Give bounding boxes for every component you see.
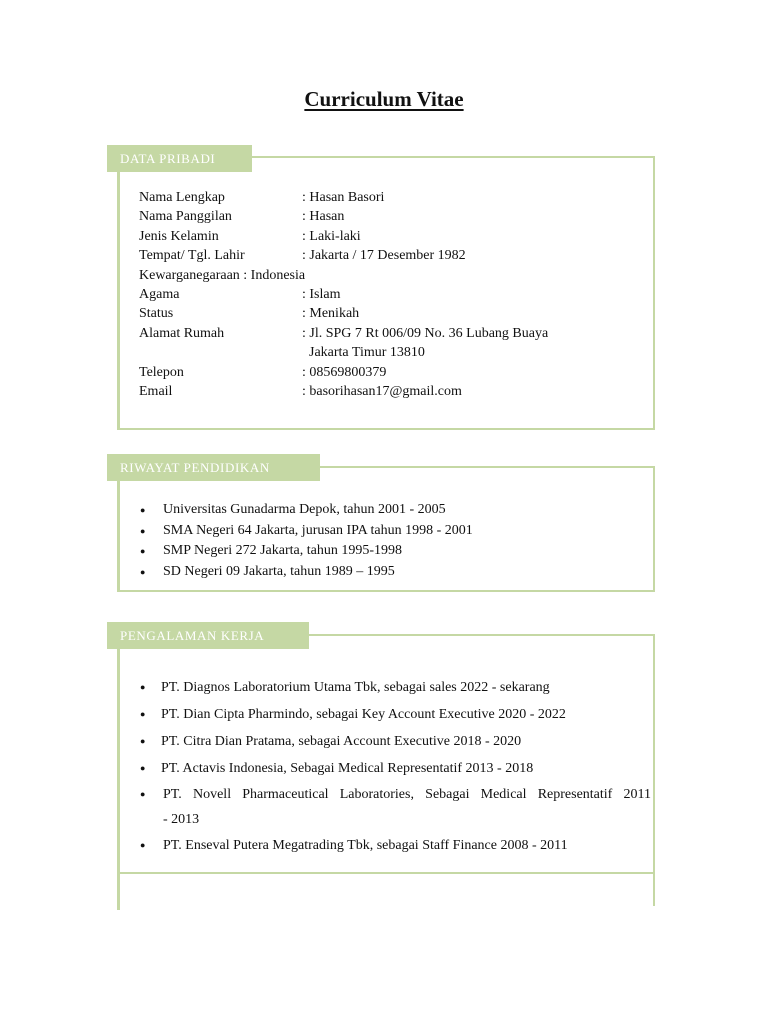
bullet-icon: ● <box>140 840 146 850</box>
list-item: ● PT. Citra Dian Pratama, sebagai Account Executive 2018 - 2020 <box>161 728 649 755</box>
bullet-icon: ● <box>140 709 146 719</box>
bullet-icon: ● <box>140 525 146 536</box>
list-item: ● Universitas Gunadarma Depok, tahun 2001 - 2005 <box>163 500 473 521</box>
bullet-icon: ● <box>140 567 146 578</box>
work-label: PENGALAMAN KERJA <box>107 622 309 649</box>
list-item: ● PT. Actavis Indonesia, Sebagai Medical Representatif 2013 - 2018 <box>161 755 649 782</box>
list-item: ● PT. Enseval Putera Megatrading Tbk, sebagai Staff Finance 2008 - 2011 <box>163 832 651 859</box>
list-item: ● PT. Diagnos Laboratorium Utama Tbk, sebagai sales 2022 - sekarang <box>161 674 649 701</box>
bullet-icon: ● <box>140 546 146 557</box>
bullet-icon: ● <box>140 505 146 515</box>
bullet-icon: ● <box>140 763 146 773</box>
work-section-extension-left <box>117 872 120 910</box>
personal-data-label: DATA PRIBADI <box>107 145 252 172</box>
education-list <box>140 500 473 583</box>
work-section-extension-right <box>653 872 655 906</box>
page-title: Curriculum Vitae <box>304 87 464 111</box>
list-item: ● SD Negeri 09 Jakarta, tahun 1989 – 1995 <box>163 562 473 583</box>
education-label: RIWAYAT PENDIDIKAN <box>107 454 320 481</box>
bullet-icon: ● <box>140 736 146 746</box>
list-item: ● SMP Negeri 272 Jakarta, tahun 1995-1998 <box>163 541 473 562</box>
list-item: ● PT. Dian Cipta Pharmindo, sebagai Key Account Executive 2020 - 2022 <box>161 701 649 728</box>
list-item: ● SMA Negeri 64 Jakarta, jurusan IPA tahun 1998 - 2001 <box>163 521 473 542</box>
work-list <box>140 674 651 859</box>
bullet-icon: ● <box>140 789 146 799</box>
list-item: ● PT. Novell Pharmaceutical Laboratories, Sebagai Medical Representatif 2011 - 2013 <box>163 782 651 832</box>
bullet-icon: ● <box>140 682 146 692</box>
